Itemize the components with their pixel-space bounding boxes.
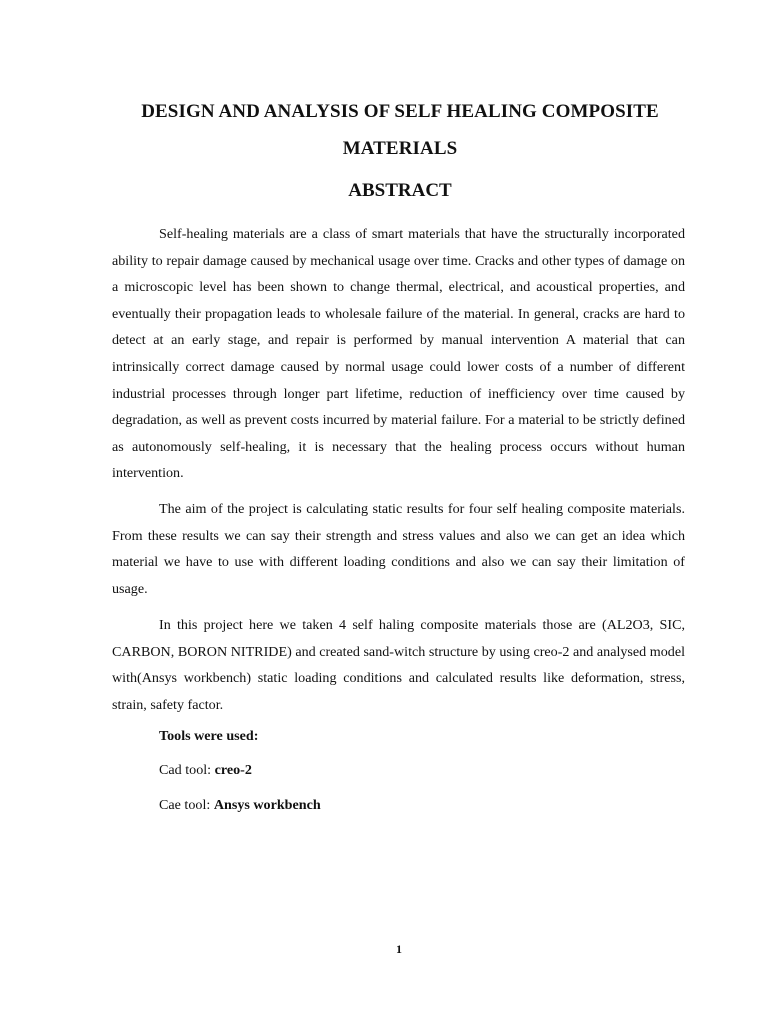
document-title-line-1: DESIGN AND ANALYSIS OF SELF HEALING COMPOSITE bbox=[141, 101, 659, 122]
cae-tool-line bbox=[159, 797, 321, 814]
abstract-paragraph-2: The aim of the project is calculating static results for four self healing composite materials. From these results we can say their strength and stress values and also we can get an idea which material we have to use with different loading conditions and also we can say their limitation of usage. bbox=[112, 501, 685, 597]
cad-tool-value: creo-2 bbox=[214, 762, 252, 778]
abstract-paragraph-1: Self-healing materials are a class of smart materials that have the structurally incorporated ability to repair damage caused by mechanical usage over time. Cracks and other types of damage on a microscopic level has been shown to change thermal, electrical, and acoustical properties, and eventually their propagation leads to wholesale failure of the material. In general, cracks are hard to detect at an early stage, and repair is performed by manual intervention A material that can intrinsically correct damage caused by normal usage could lower costs of a number of different industrial processes through longer part lifetime, reduction of inefficiency over time caused by degradation, as well as prevent costs incurred by material failure. For a material to be strictly defined as autonomously self-healing, it is necessary that the healing process occurs without human intervention. bbox=[112, 226, 685, 482]
cae-tool-value: Ansys workbench bbox=[213, 797, 321, 813]
abstract-paragraph-3: In this project here we taken 4 self haling composite materials those are (AL2O3, SIC, CARBON, BORON NITRIDE) and created sand-witch structure by using creo-2 and analysed model with(Ansys workbench) static loading conditions and calculated results like deformation, stress, strain, safety factor. bbox=[112, 617, 685, 713]
page-number: 1 bbox=[396, 942, 402, 956]
cae-tool-label: Cae tool: bbox=[159, 797, 211, 813]
abstract-heading: ABSTRACT bbox=[348, 180, 452, 201]
tools-heading: Tools were used: bbox=[159, 728, 259, 744]
cad-tool-label: Cad tool: bbox=[159, 762, 212, 778]
cad-tool-line bbox=[159, 762, 252, 779]
document-title-line-2: MATERIALS bbox=[342, 138, 458, 159]
